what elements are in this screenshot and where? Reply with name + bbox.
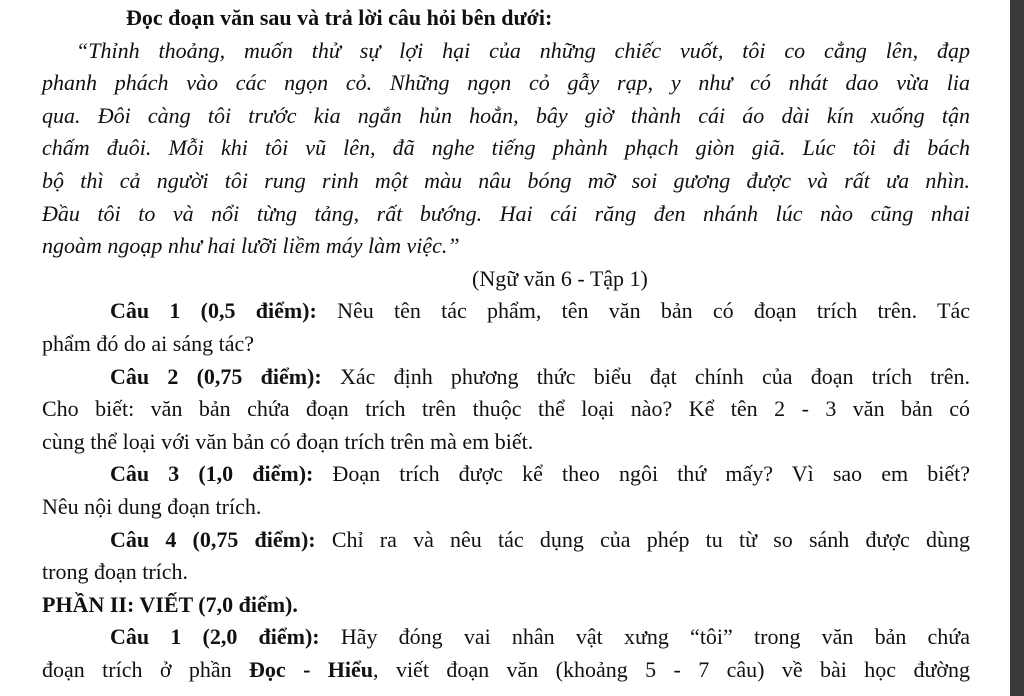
question-first-line (42, 524, 970, 557)
question-4 (42, 524, 970, 589)
passage-line: “Thỉnh thoảng, muốn thử sự lợi hại của những chiếc vuốt, tôi co cẳng lên, đạp (76, 37, 970, 63)
question-text: Nêu tên tác phẩm, tên văn bản có đoạn trích trên. Tác (316, 298, 971, 324)
question-text: Hãy đóng vai nhân vật xưng “tôi” trong văn bản chứa (319, 624, 970, 650)
question-continuation: cùng thể loại với văn bản có đoạn trích trên mà em biết. (42, 428, 534, 454)
question-1 (42, 295, 970, 360)
question-continuation: phẩm đó do ai sáng tác? (42, 330, 254, 356)
question-first-line (42, 295, 970, 328)
question-continuation (42, 654, 970, 687)
question-label: Câu 1 (0,5 điểm): (110, 298, 317, 324)
passage-line: qua. Đôi càng tôi trước kia ngắn hủn hoẳn, bây giờ thành cái áo dài kín xuống tận (42, 102, 970, 128)
passage-line: phanh phách vào các ngọn cỏ. Những ngọn cỏ gẫy rạp, y như có nhát dao vừa lia (42, 70, 970, 96)
question-text: Xác định phương thức biểu đạt chính của đoạn trích trên. (321, 363, 970, 389)
question-text: đoạn trích ở phần (42, 656, 250, 682)
question-first-line (42, 621, 970, 654)
part-2-question-1 (42, 621, 970, 686)
question-label: Câu 3 (1,0 điểm): (110, 461, 314, 487)
question-first-line (42, 361, 970, 394)
viewer-edge (1010, 0, 1024, 696)
passage-source: (Ngữ văn 6 - Tập 1) (472, 265, 648, 291)
question-continuation: trong đoạn trích. (42, 559, 189, 585)
reading-instruction-title: Đọc đoạn văn sau và trả lời câu hỏi bên dưới: (126, 5, 553, 30)
question-text: Chỉ ra và nêu tác dụng của phép tu từ so sánh được dùng (315, 526, 971, 552)
question-2 (42, 361, 970, 459)
question-text: , viết đoạn văn (khoảng 5 - 7 câu) về bài học đường (373, 656, 970, 682)
question-label: Câu 2 (0,75 điểm): (110, 363, 322, 389)
question-continuation: Cho biết: văn bản chứa đoạn trích trên thuộc thể loại nào? Kể tên 2 - 3 văn bản có (42, 396, 970, 422)
passage-line: ngoàm ngoạp như hai lưỡi liềm máy làm việc.” (42, 233, 460, 259)
question-3 (42, 458, 970, 523)
passage-line: chấm đuôi. Mỗi khi tôi vũ lên, đã nghe tiếng phành phạch giòn giã. Lúc tôi đi bách (42, 135, 970, 161)
question-label: Câu 1 (2,0 điểm): (110, 624, 320, 650)
question-text: Đoạn trích được kể theo ngôi thứ mấy? Vì sao em biết? (313, 461, 970, 487)
section-reference: Đọc - Hiểu (249, 656, 374, 682)
question-continuation: Nêu nội dung đoạn trích. (42, 493, 262, 519)
question-label: Câu 4 (0,75 điểm): (110, 526, 316, 552)
passage-line: bộ thì cả người tôi rung rinh một màu nâu bóng mỡ soi gương được và rất ưa nhìn. (42, 167, 970, 193)
passage (42, 35, 970, 263)
question-first-line (42, 458, 970, 491)
passage-line: Đầu tôi to và nổi từng tảng, rất bướng. Hai cái răng đen nhánh lúc nào cũng nhai (42, 200, 970, 226)
part-2-heading: PHẦN II: VIẾT (7,0 điểm). (42, 591, 298, 617)
